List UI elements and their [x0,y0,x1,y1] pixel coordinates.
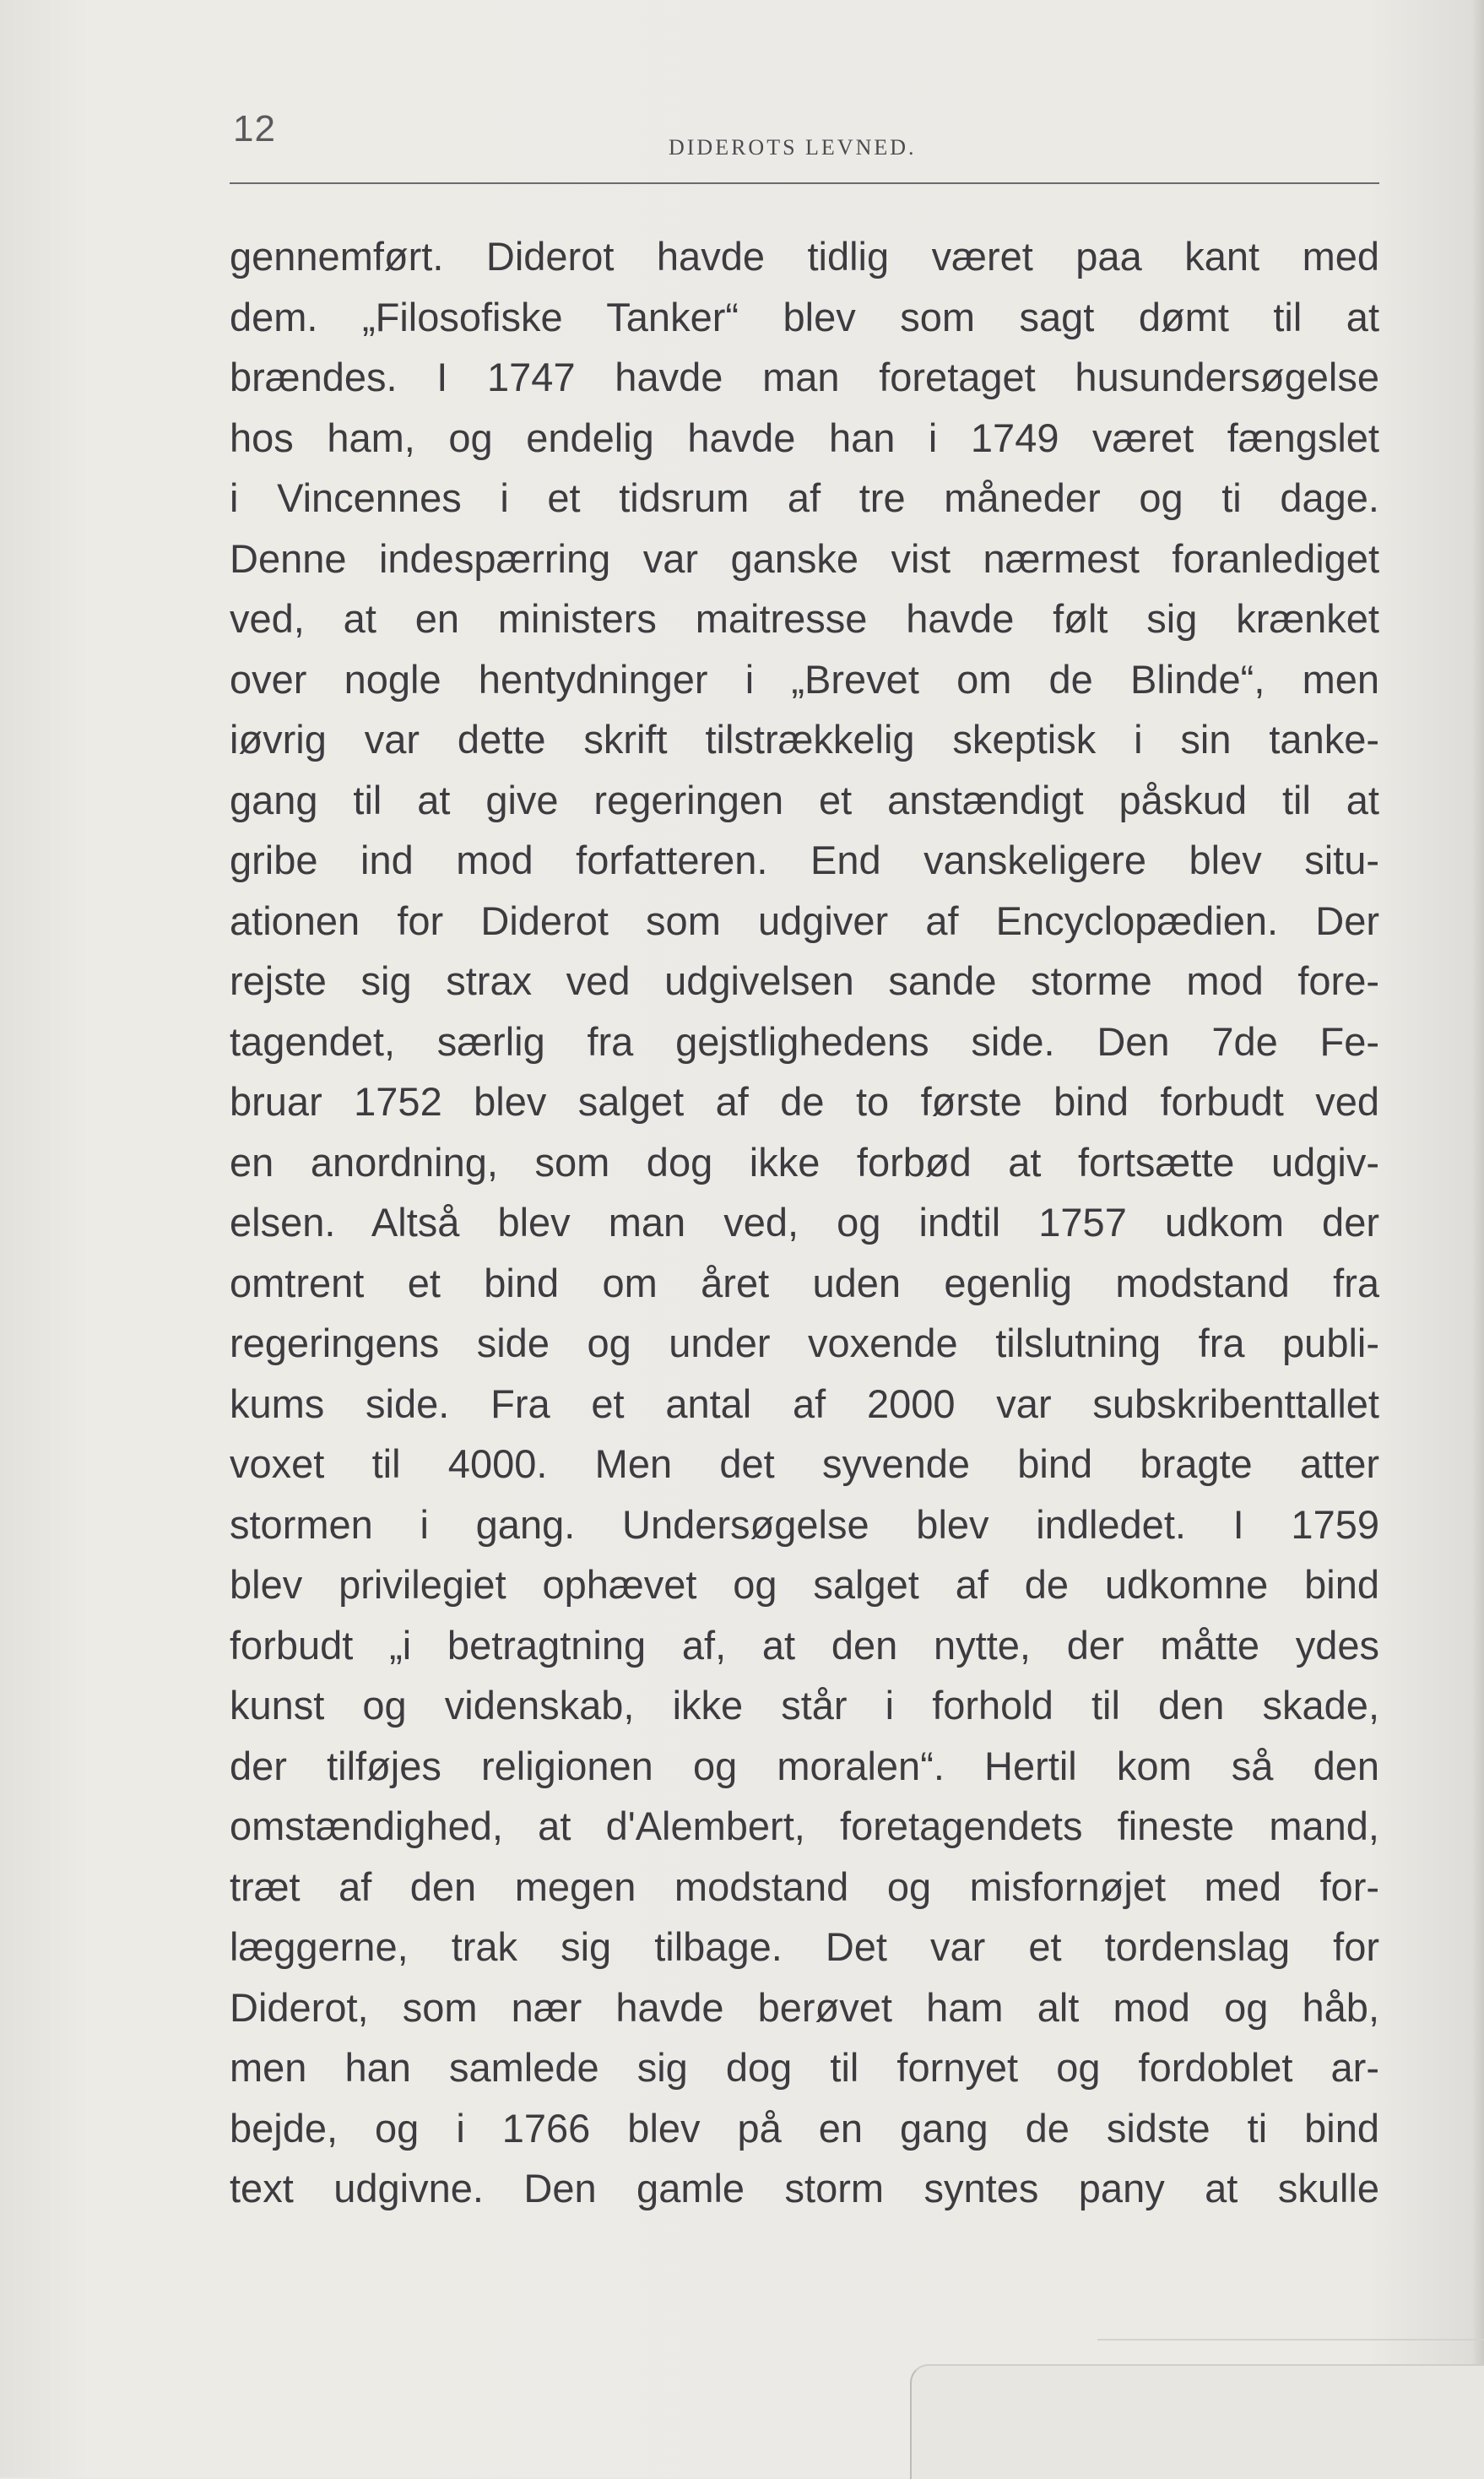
text-line: gang til at give regeringen et anstændigt påskud til at [230,777,1379,822]
text-line: elsen. Altså blev man ved, og indtil 1757 udkom der [230,1200,1379,1245]
text-line: omtrent et bind om året uden egenlig modstand fra [230,1260,1379,1305]
text-line: omstændighed, at d'Alembert, foretagendets fineste mand, [230,1804,1379,1848]
text-line: træt af den megen modstand og misfornøjet med for- [230,1863,1379,1909]
text-line: der tilføjes religionen og moralen“. Hertil kom så den [230,1743,1379,1788]
text-line: gribe ind mod forfatteren. End vanskeligere blev situ- [230,838,1379,882]
header-rule [230,182,1379,184]
running-head [230,108,1379,176]
text-line: gennemført. Diderot havde tidlig været paa kant med [230,234,1379,279]
text-line: regeringens side og under voxende tilslutning fra publi- [230,1321,1379,1365]
text-line: rejste sig strax ved udgivelsen sande storme mod fore- [230,958,1379,1003]
text-line: kums side. Fra et antal af 2000 var subskribenttallet [230,1381,1379,1426]
text-line: text udgivne. Den gamle storm syntes pany at skulle [230,2166,1379,2210]
text-line: tagendet, særlig fra gejstlighedens side. Den 7de Fe- [230,1018,1379,1064]
text-line: voxet til 4000. Men det syvende bind bragte atter [230,1441,1379,1486]
text-line: brændes. I 1747 havde man foretaget husundersøgelse [230,355,1379,399]
text-line: en anordning, som dog ikke forbød at fortsætte udgiv- [230,1139,1379,1185]
text-line: hos ham, og endelig havde han i 1749 været fængslet [230,415,1379,460]
text-line: ationen for Diderot som udgiver af Encyclopædien. Der [230,898,1379,943]
text-line: ved, at en ministers maitresse havde følt sig krænket [230,596,1379,641]
page-number: 12 [233,108,276,149]
text-line: over nogle hentydninger i „Brevet om de Blinde“, men [230,656,1379,702]
text-line: iøvrig var dette skrift tilstrækkelig skeptisk i sin tanke- [230,717,1379,762]
page-corner-line [1097,2339,1484,2341]
text-line: blev privilegiet ophævet og salget af de udkomne bind [230,1562,1379,1607]
text-line: kunst og videnskab, ikke står i forhold til den skade, [230,1683,1379,1728]
text-line: men han samlede sig dog til fornyet og fordoblet ar- [230,2045,1379,2090]
text-line: bruar 1752 blev salget af de to første bind forbudt ved [230,1079,1379,1124]
text-line: dem. „Filosofiske Tanker“ blev som sagt dømt til at [230,294,1379,339]
text-line: bejde, og i 1766 blev på en gang de sidste ti bind [230,2105,1379,2151]
text-line: læggerne, trak sig tilbage. Det var et tordenslag for [230,1924,1379,1969]
text-line: i Vincennes i et tidsrum af tre måneder og ti dage. [230,475,1379,520]
body-text [230,226,1379,2219]
text-line: Diderot, som nær havde berøvet ham alt mod og håb, [230,1984,1379,2030]
page-corner-mark [910,2364,1484,2479]
text-line: stormen i gang. Undersøgelse blev indledet. I 1759 [230,1501,1379,1547]
running-head-title: DIDEROTS LEVNED. [669,135,917,160]
text-line: Denne indespærring var ganske vist nærmest foranlediget [230,535,1379,581]
text-line: forbudt „i betragtning af, at den nytte, der måtte ydes [230,1622,1379,1668]
page-edge-shadow [1472,0,1484,2477]
